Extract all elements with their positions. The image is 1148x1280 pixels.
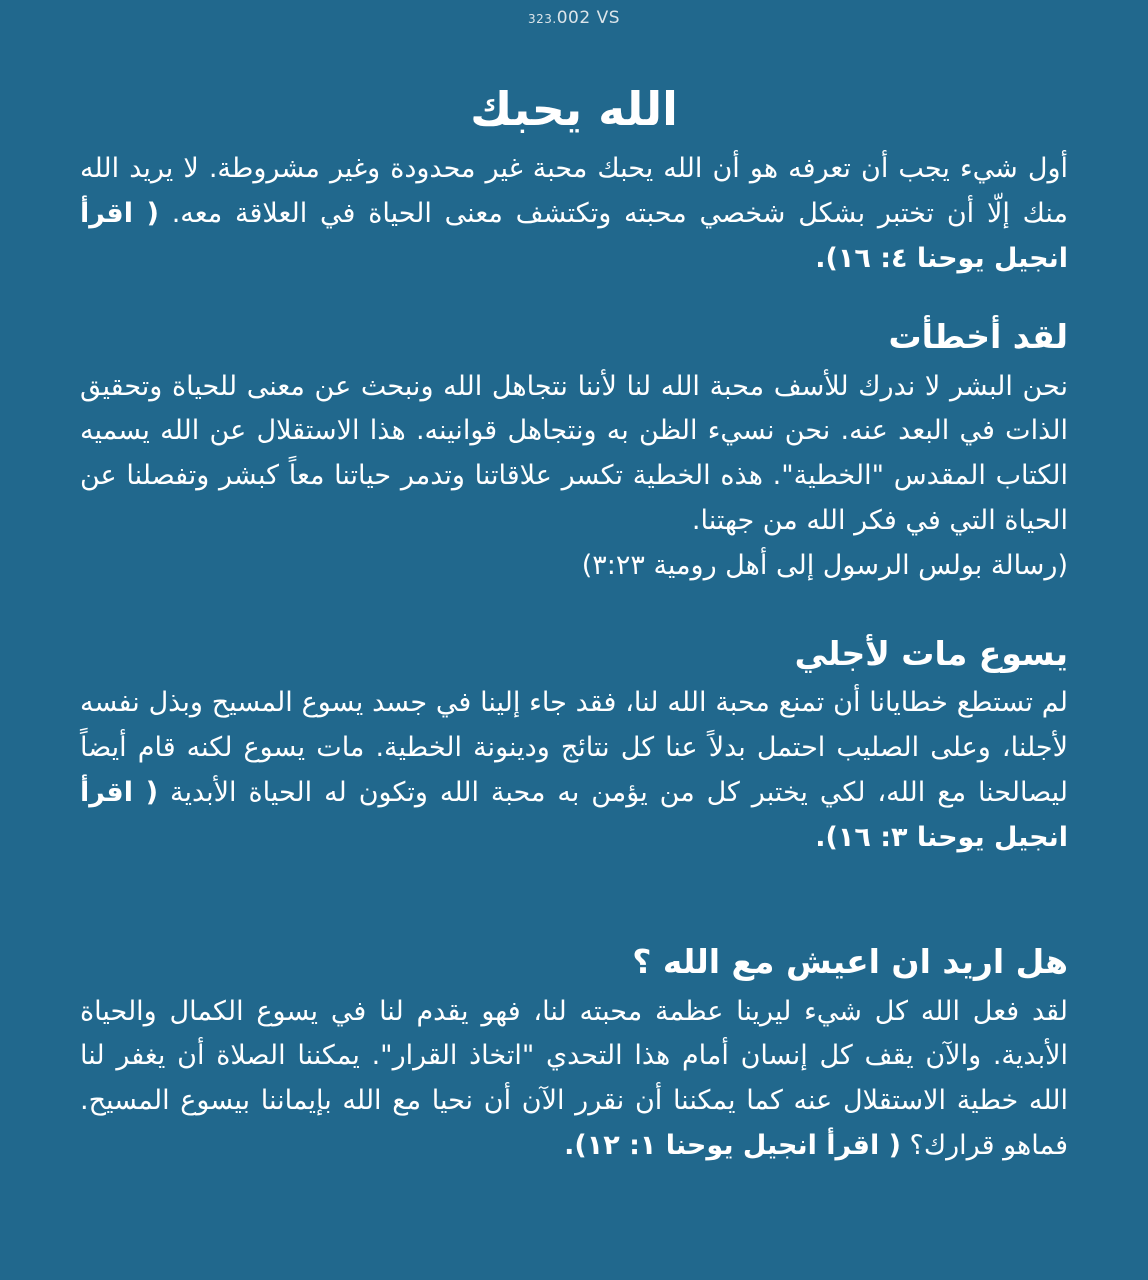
bible-reference-john-4-16: ( اقرأ انجيل يوحنا ٤: ١٦). <box>80 198 1068 274</box>
document-code <box>80 6 1068 30</box>
document-code-main: 002 VS <box>556 8 620 28</box>
bible-reference-romans-3-23: (رسالة بولس الرسول إلى أهل رومية ٣:٢٣) <box>581 549 1068 581</box>
bible-reference-john-1-12: ( اقرأ انجيل يوحنا ١: ١٢). <box>564 1130 901 1162</box>
paragraph-text: نحن البشر لا ندرك للأسف محبة الله لنا لأننا نتجاهل الله ونبحث عن معنى للحياة وتحقيق الذات في البعد عنه. نحن نسيء الظن به ونتجاهل قوانينه. هذا الاستقلال عن الله يسميه الكتاب المقدس "الخطية". هذه الخطية تكسر علاقاتنا وتدمر حياتنا معاً كبشر وتفصلنا عن الحياة التي في فكر الله من جهتنا. <box>80 370 1068 536</box>
paragraph-god-loves-you <box>80 147 1068 281</box>
paragraph-i-have-sinned <box>80 365 1068 589</box>
paragraph-jesus-died-for-me <box>80 681 1068 860</box>
paragraph-text: لم تستطع خطايانا أن تمنع محبة الله لنا، فقد جاء إلينا في جسد يسوع المسيح وبذل نفسه لأجلنا، وعلى الصليب احتمل بدلاً عنا كل نتائج ودينونة الخطية. مات يسوع لكنه قام أيضاً ليصالحنا مع الله، لكي يختبر كل من يؤمن به محبة الله وتكون له الحياة الأبدية <box>80 687 1068 809</box>
bible-reference-john-3-16: ( اقرأ انجيل يوحنا ٣: ١٦). <box>80 777 1068 853</box>
paragraph-text: لقد فعل الله كل شيء ليرينا عظمة محبته لنا، فهو يقدم لنا في يسوع الكمال والحياة الأبدية. والآن يقف كل إنسان أمام هذا التحدي "اتخاذ القرار". يمكننا الصلاة أن يغفر لنا الله خطية الاستقلال عنه كما يمكننا أن نقرر الآن أن نحيا مع الله بإيماننا بيسوع المسيح. فماهو قرارك؟ <box>80 995 1068 1162</box>
section-heading-god-loves-you: الله يحبك <box>470 82 678 136</box>
section-heading-jesus-died-for-me: يسوع مات لأجلي <box>794 633 1068 673</box>
paragraph-text: أول شيء يجب أن تعرفه هو أن الله يحبك محبة غير محدودة وغير مشروطة. لا يريد الله منك إلّا أن تختبر بشكل شخصي محبته وتكتشف معنى الحياة في العلاقة معه. <box>80 153 1068 229</box>
section-heading-i-have-sinned: لقد أخطأت <box>888 316 1068 356</box>
paragraph-do-i-want-to-live-with-god <box>80 990 1068 1169</box>
section-heading-do-i-want-to-live-with-god: هل اريد ان اعيش مع الله ؟ <box>632 941 1068 981</box>
document-code-prefix: 323. <box>528 12 557 26</box>
